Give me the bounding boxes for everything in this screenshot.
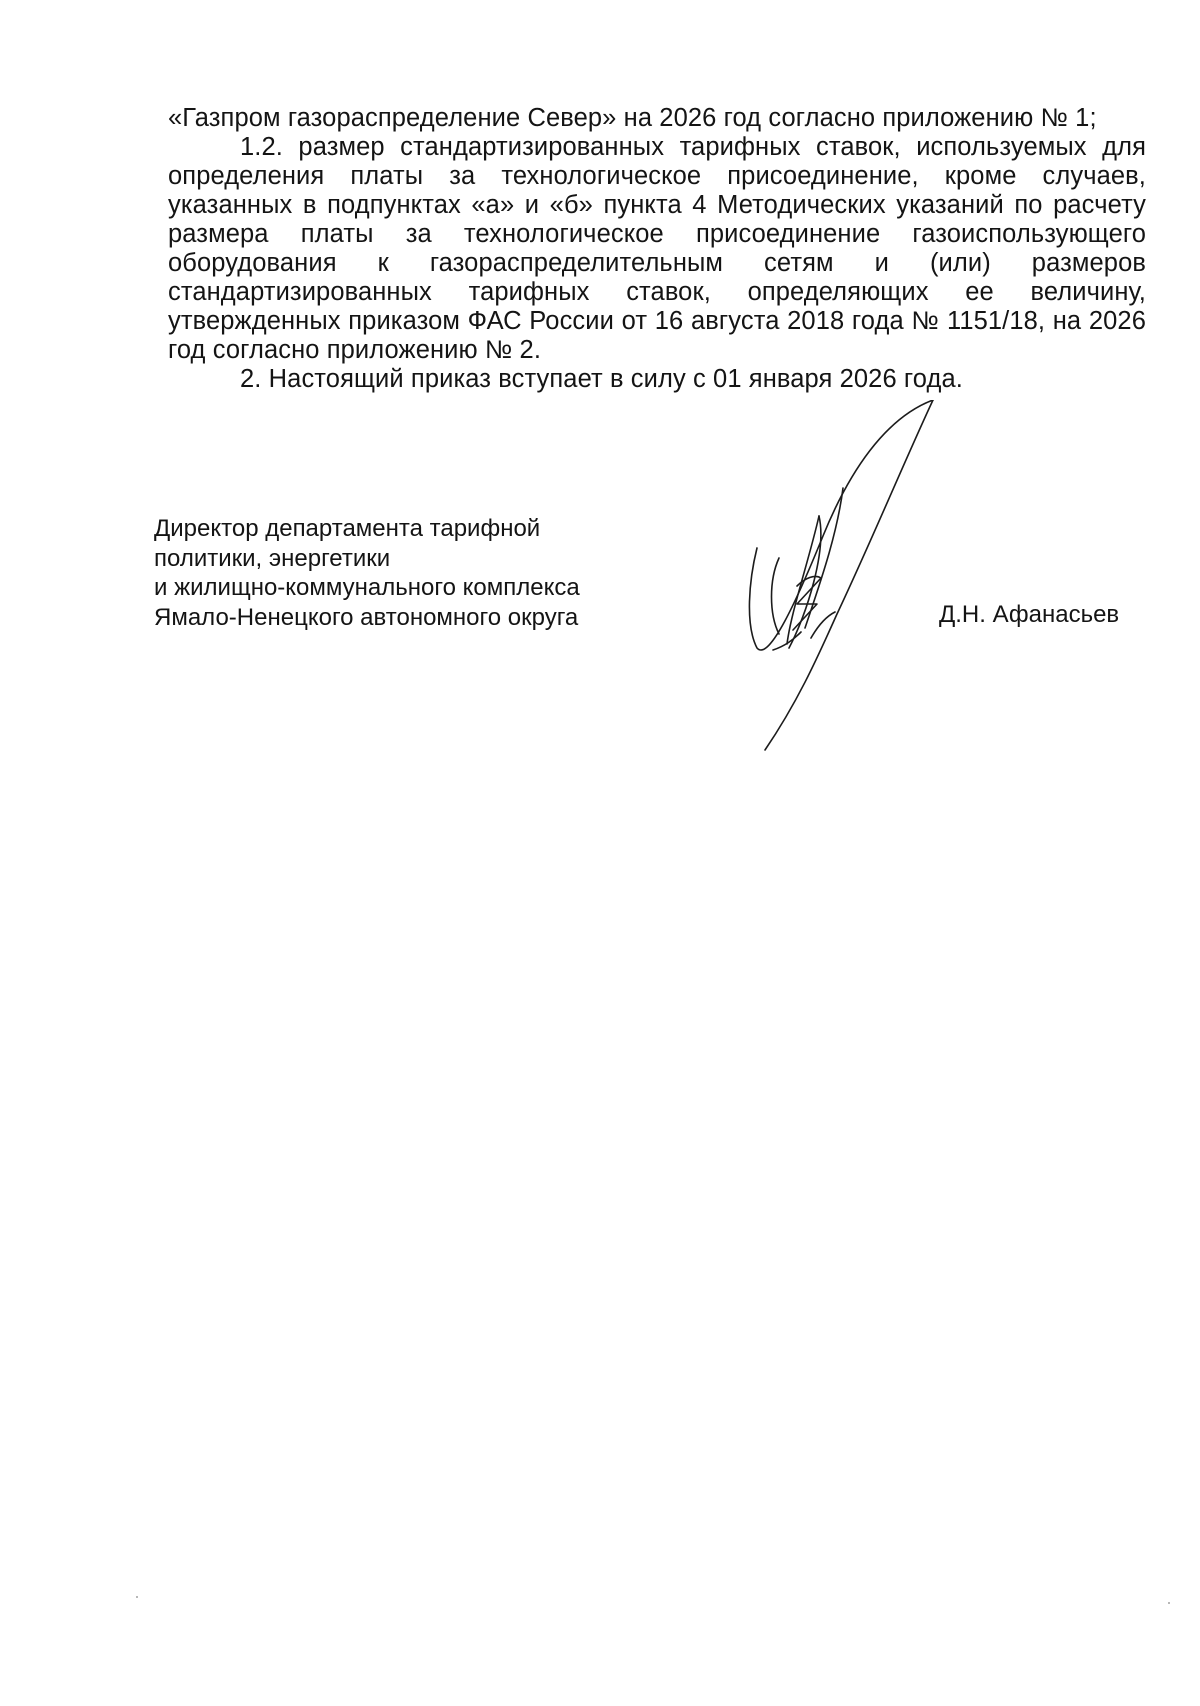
paragraph-item-2: 2. Настоящий приказ вступает в силу с 01 января 2026 года. [240,365,963,393]
handwritten-signature-icon [745,400,975,760]
scan-speck [1168,1602,1170,1604]
scan-speck [136,1596,138,1598]
signatory-title-line: Директор департамента тарифной [154,515,541,542]
signatory-title-line: Ямало-Ненецкого автономного округа [154,603,579,631]
paragraph-item-1-2: 1.2. размер стандартизированных тарифных ставок, используемых для определения платы за технологическое присоединение, кроме случаев, указанных в подпунктах «а» и «б» пункта 4 Методических указаний по расчету размера платы за технологическое присоединение газоиспользующего оборудования к газораспределительным сетям и (или) размеров стандартизированных тарифных ставок, определяющих ее величину, утвержденных приказом ФАС России от 16 августа 2018 года № 1151/18, на 2026 год согласно приложению № 2. [168,133,1146,364]
order-body-text [168,104,1146,394]
signatory-title-line: политики, энергетики [154,544,391,572]
signatory-title [154,514,580,632]
signatory-name: Д.Н. Афанасьев [939,601,1120,628]
paragraph-continuation: «Газпром газораспределение Север» на 2026 год согласно приложению № 1; [168,104,1097,132]
signatory-title-line: и жилищно-коммунального комплекса [154,574,580,601]
